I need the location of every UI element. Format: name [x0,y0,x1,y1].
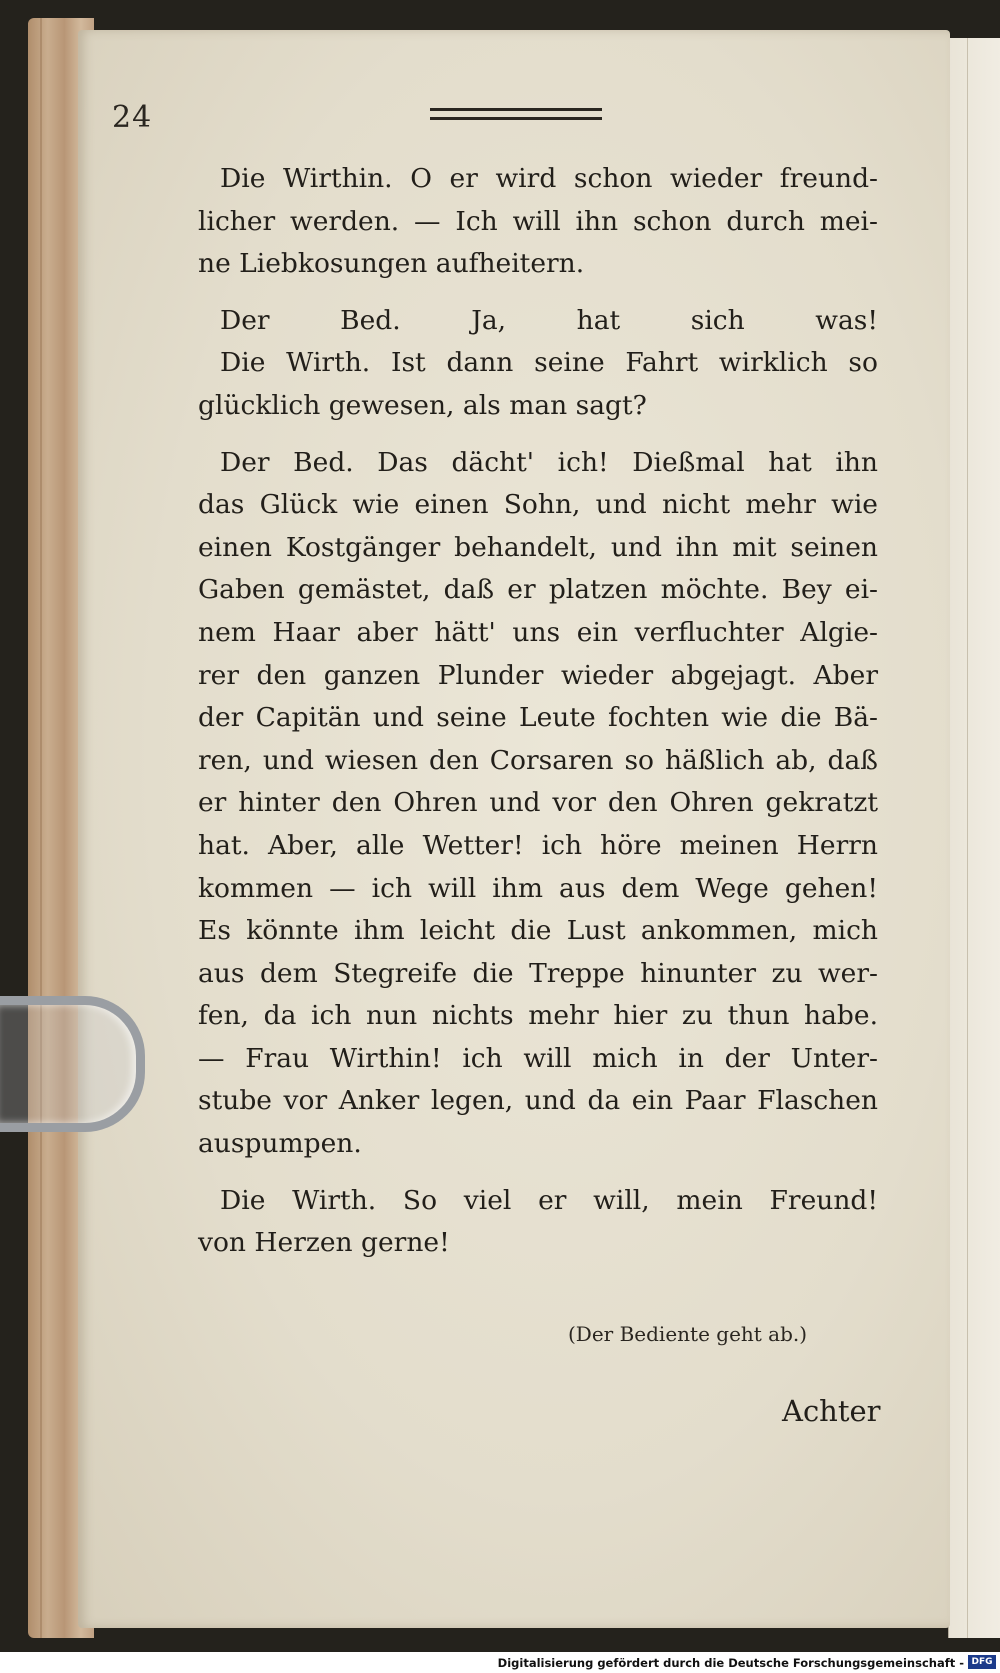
text-line: Die Wirth. Ist dann seine Fahrt wirklich so [220,347,878,379]
text-line: der Capitän und seine Leute fochten wie die Bä- [198,702,878,734]
text-line: Der Bed. Das dächt' ich! Dießmal hat ihn [220,446,878,478]
text-line: einen Kostgänger behandelt, und ihn mit seinen [198,531,878,563]
page-clip [0,996,145,1132]
text-line: fen, da ich nun nichts mehr hier zu thun habe. [198,1000,878,1032]
text-line: — Frau Wirthin! ich will mich in der Unter- [198,1042,878,1074]
text-line: auspumpen. [198,1128,362,1160]
paragraph-gap [198,286,878,300]
text-line: stube vor Anker legen, und da ein Paar Flaschen [198,1085,878,1117]
text-line: Es könnte ihm leicht die Lust ankommen, mich [198,915,878,947]
text-line: hat. Aber, alle Wetter! ich höre meinen Herrn [198,829,878,861]
text-line: von Herzen gerne! [198,1227,450,1259]
header-double-rule [430,108,602,122]
text-line: das Glück wie einen Sohn, und nicht mehr wie [198,489,878,521]
text-line: Die Wirth. So viel er will, mein Freund! [220,1184,878,1216]
paragraph-gap [198,1166,878,1180]
text-line: rer den ganzen Plunder wieder abgejagt. Aber [198,659,878,691]
text-line: aus dem Stegreife die Treppe hinunter zu wer- [198,957,878,989]
text-line: Der Bed. Ja, hat sich was! [220,304,878,336]
page-text [198,158,878,1265]
text-line: glücklich gewesen, als man sagt? [198,389,647,421]
stage-direction: (Der Bediente geht ab.) [568,1322,808,1346]
text-line: ne Liebkosungen aufheitern. [198,248,585,280]
text-line: kommen — ich will ihm aus dem Wege gehen! [198,872,878,904]
text-line: nem Haar aber hätt' uns ein verfluchter Algie- [198,616,878,648]
facing-page-edge [948,38,1000,1638]
text-line: er hinter den Ohren und vor den Ohren gekratzt [198,787,878,819]
page-number: 24 [112,100,153,135]
text-line: licher werden. — Ich will ihn schon durch mei- [198,205,878,237]
dfg-logo: DFG [968,1655,996,1669]
text-line: Die Wirthin. O er wird schon wieder freund- [220,163,878,194]
footer-bar [0,1652,1000,1673]
catchword: Achter [782,1394,881,1428]
paragraph-gap [198,428,878,442]
funding-credit: Digitalisierung gefördert durch die Deutsche Forschungsgemeinschaft - [497,1656,964,1670]
text-line: Gaben gemästet, daß er platzen möchte. Bey ei- [198,574,878,606]
text-line: ren, und wiesen den Corsaren so häßlich ab, daß [198,744,878,776]
